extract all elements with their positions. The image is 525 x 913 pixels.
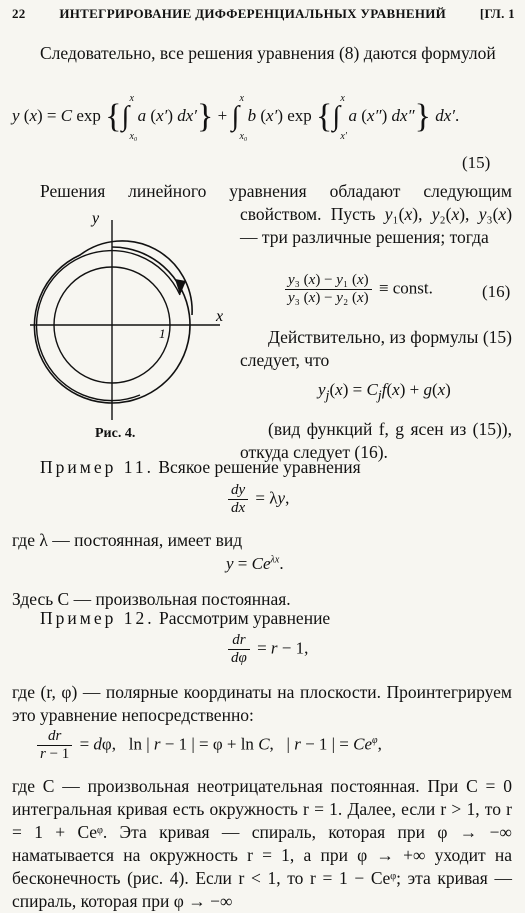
x-axis-label: x [216,308,224,325]
running-title: ИНТЕГРИРОВАНИЕ ДИФФЕРЕНЦИАЛЬНЫХ УРАВНЕНИЙ [59,6,447,21]
equation-15-number: (15) [462,153,491,172]
equation-solution-11: $y = Ce^{\lambda x}$. [226,554,284,573]
paragraph-6: Здесь C — произвольная постоянная. [12,589,291,609]
paragraph-8: где C — произвольная неотрицательная постоянная. При C = 0 интегральная кривая есть окружность r = 1. Далее, если r > 1, то r = 1 + Ceᵠ. Эта кривая — спираль, которая при φ → −∞ наматывается на окружность r = 1, а при φ → +∞ уходит на бесконечность (рис. 4). Если r < 1, то r = 1 − Ceᵠ; эта кривая — спираль, которая при φ → −∞ [12,776,512,911]
paragraph-1: Следовательно, все решения уравнения (8) даются формулой [40,43,496,63]
paragraph-3: Действительно, из формулы (15) следует, что [240,327,512,370]
equation-ex11: $\frac{dy}{dx}$ = λy, [225,482,289,517]
running-header [12,6,515,22]
point-label: 1 [159,326,166,341]
equation-16-number: (16) [482,282,511,301]
example-11-text: Всякое решение уравнения [158,457,361,477]
paragraph-2-line1: Решения линейного уравнения обладают следующим [40,181,512,201]
equation-15: y (x) = C exp {∫ x x₀ a (x′) dx′} + ∫ x x₀ b (x′) exp {∫ x x′ a (x″) dx″} dx′. [12,93,460,142]
equation-16: $\frac{\text{y₃ (x) − y₁ (x)}}{\text{y₃ (x) − y₂ (x)}}$ ≡ const. [282,272,433,307]
paragraph-2-rest: свойством. Пусть y₁(x), y₂(x), y₃(x) — три различные решения; тогда [240,204,513,247]
example-12-text: Рассмотрим уравнение [158,608,331,628]
equation-ex12: $\frac{dr}{d\varphi}$ = r − 1, [225,632,308,667]
y-axis-label: y [92,210,100,227]
paragraph-5: где λ — постоянная, имеет вид [12,530,243,550]
example-12 [12,607,512,630]
equation-integration: $\frac{dr}{r - 1}$ = dφ, ln | r − 1 | = φ + ln C, | r − 1 | = $Ce^\varphi$, [34,728,382,763]
example-11-label: Пример 11. [40,457,154,477]
figure-4 [20,205,230,425]
paragraph-7: где (r, φ) — полярные координаты на плоскости. Проинтегрируем это уравнение непосредственно: [12,682,512,725]
paragraph-4: (вид функций f, g ясен из (15)), откуда следует (16). [240,419,512,462]
page-number: 22 [12,6,26,21]
chapter-ref: [ГЛ. 1 [479,6,515,21]
example-12-label: Пример 12. [40,608,155,628]
figure-caption: Рис. 4. [95,426,136,441]
equation-yj: $y_j(x) = C_jf(x) + g(x)$ [318,380,451,404]
example-11 [12,456,512,479]
